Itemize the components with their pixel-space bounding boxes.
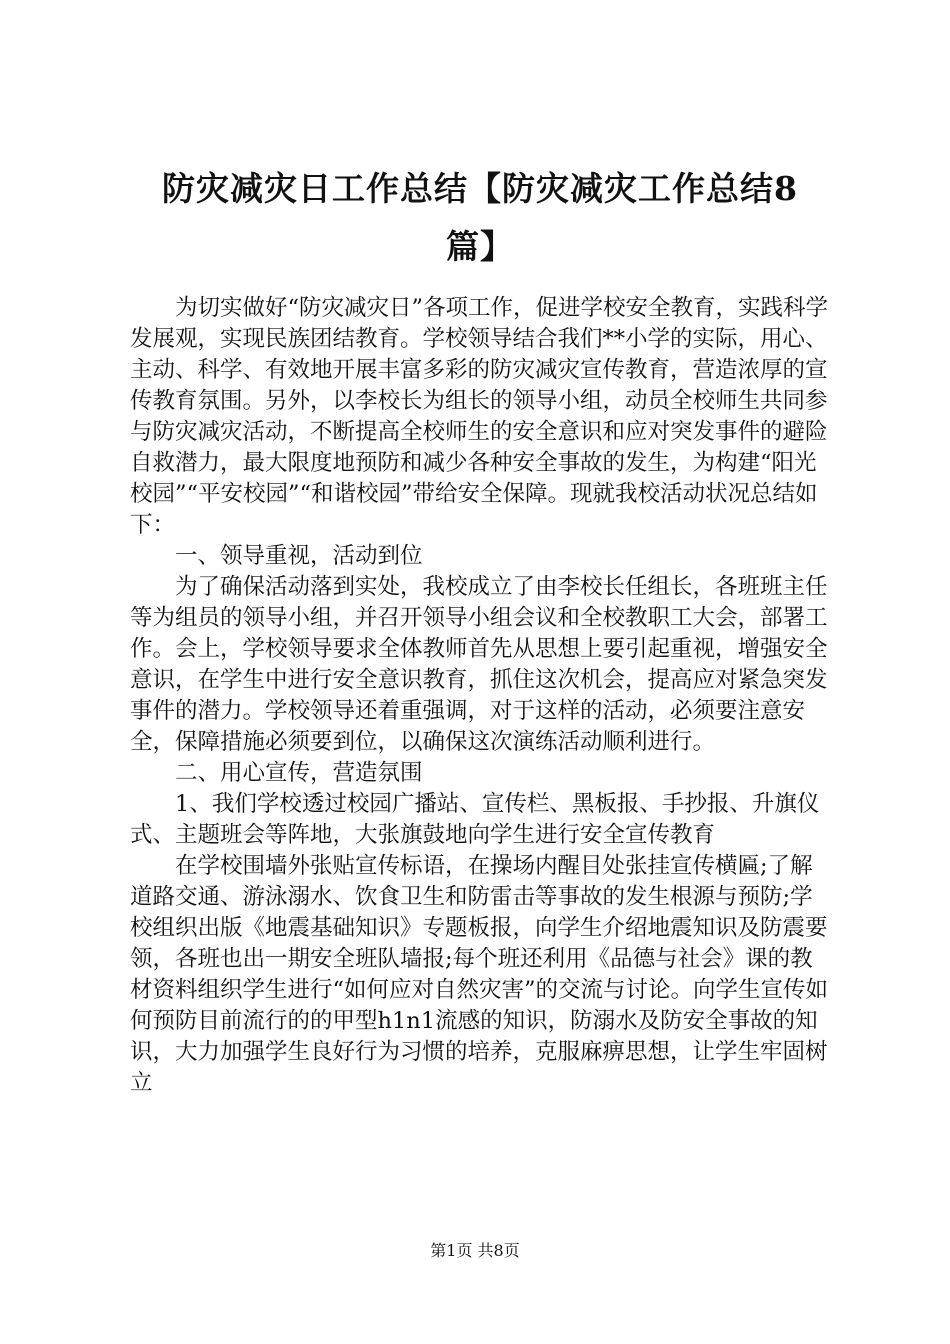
paragraph-section-2: 在学校围墙外张贴宣传标语，在操场内醒目处张挂宣传横匾;了解道路交通、游泳溺水、饮食卫生和防雷击等事故的发生根源与预防;学校组织出版《地震基础知识》专题板报，向学生介绍地震知识及防震要领，各班也出一期安全班队墙报;每个班还利用《品德与社会》课的教材资料组织学生进行“如何应对自然灾害”的交流与讨论。向学生宣传如何预防目前流行的的甲型h1n1流感的知识，防溺水及防安全事故的知识，大力加强学生良好行为习惯的培养，克服麻痹思想，让学生牢固树立 (130, 853, 829, 1096)
title-line-2: 篇】 (446, 227, 514, 266)
section-heading-2: 二、用心宣传，营造氛围 (175, 760, 423, 786)
paragraph-section-1: 为了确保活动落到实处，我校成立了由李校长任组长，各班班主任等为组员的领导小组，并召开领导小组会议和全校教职工大会，部署工作。会上，学校领导要求全体教师首先从思想上要引起重视，增强安全意识，在学生中进行安全意识教育，抓住这次机会，提高应对紧急突发事件的潜力。学校领导还着重强调，对于这样的活动，必须要注意安全，保障措施必须要到位，以确保这次演练活动顺利进行。 (130, 574, 828, 755)
document-title (130, 160, 830, 276)
section-heading-1: 一、领导重视，活动到位 (175, 543, 423, 569)
paragraph-intro: 为切实做好“防灾减灾日”各项工作，促进学校安全教育，实践科学发展观，实现民族团结教育。学校领导结合我们**小学的实际，用心、主动、科学、有效地开展丰富多彩的防灾减灾宣传教育，营造浓厚的宣传教育氛围。另外，以李校长为组长的领导小组，动员全校师生共同参与防灾减灾活动，不断提高全校师生的安全意识和应对突发事件的避险自救潜力，最大限度地预防和减少各种安全事故的发生，为构建“阳光校园”“平安校园”“和谐校园”带给安全保障。现就我校活动状况总结如下： (130, 295, 829, 538)
paragraph-item-1: 1、我们学校透过校园广播站、宣传栏、黑板报、手抄报、升旗仪式、主题班会等阵地，大张旗鼓地向学生进行安全宣传教育 (130, 791, 820, 848)
page-footer: 第1页 共8页 (430, 1241, 520, 1260)
title-line-1: 防灾减灾日工作总结【防灾减灾工作总结8 (162, 169, 798, 208)
document-body (130, 293, 835, 1099)
